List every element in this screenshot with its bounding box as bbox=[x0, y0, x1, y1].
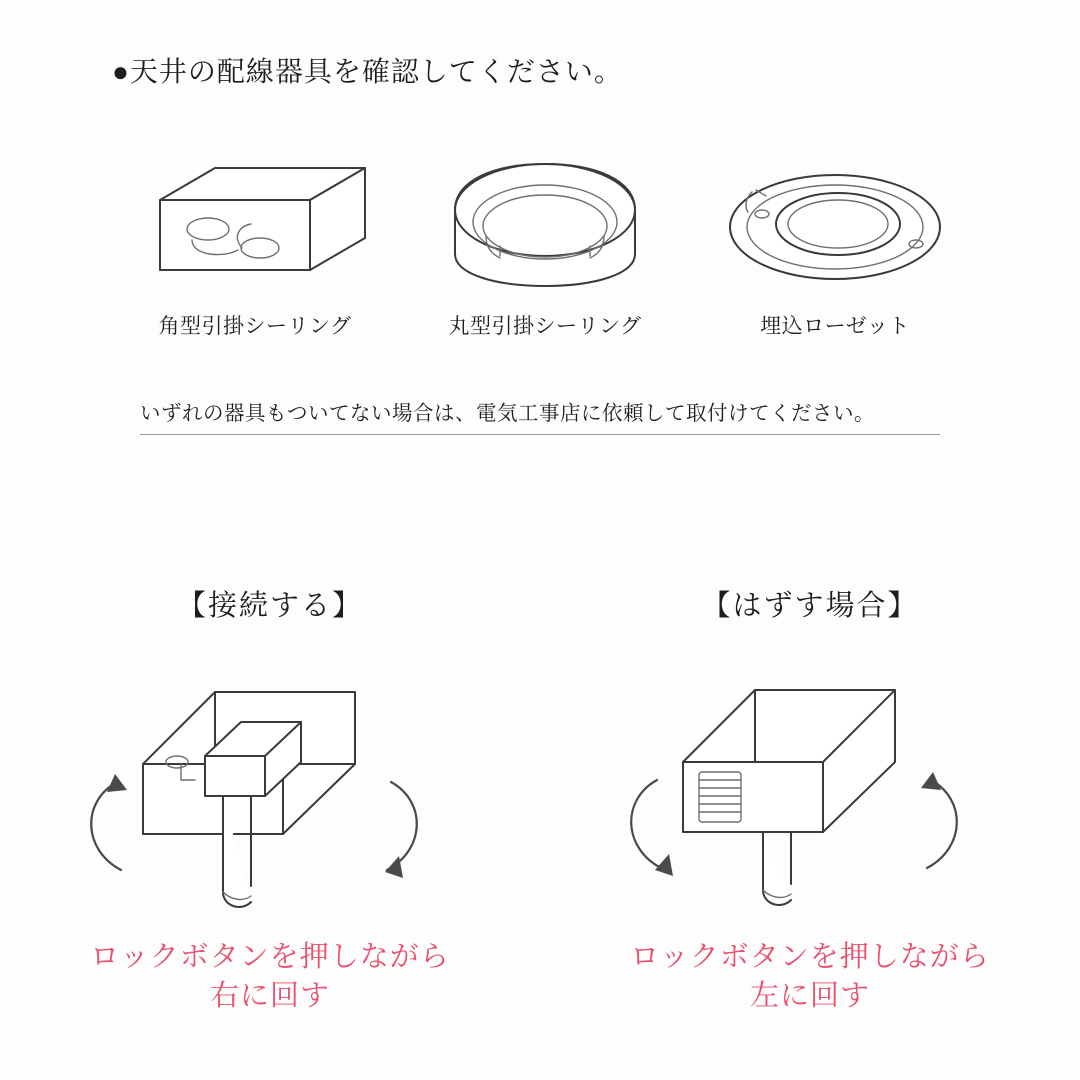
fixture-item bbox=[400, 149, 690, 340]
fixture-caption: 角型引掛シーリング bbox=[158, 315, 352, 338]
fixture-caption: 埋込ローゼット bbox=[760, 315, 910, 338]
page-title: ●天井の配線器具を確認してください。 bbox=[112, 56, 623, 87]
detach-adapter-icon bbox=[540, 634, 1080, 934]
fixture-list bbox=[110, 140, 980, 340]
fixture-caption: 丸型引掛シーリング bbox=[448, 315, 642, 338]
operation-panels bbox=[0, 565, 1080, 1065]
panel-title: 【接続する】 bbox=[176, 590, 363, 622]
round-ceiling-rosette-icon bbox=[400, 149, 690, 304]
panel-instruction bbox=[0, 938, 540, 1016]
flush-mount-rosette-icon bbox=[690, 149, 980, 304]
panel-instruction-line1: ロックボタンを押しながら bbox=[630, 941, 990, 973]
panel-instruction bbox=[540, 938, 1080, 1016]
square-ceiling-rosette-icon bbox=[110, 149, 400, 304]
panel-detach bbox=[540, 565, 1080, 1065]
electrician-note: いずれの器具もついてない場合は、電気工事店に依頼して取付けてください。 bbox=[140, 396, 940, 435]
fixture-item bbox=[110, 149, 400, 340]
panel-instruction-line2: 右に回す bbox=[209, 980, 330, 1013]
panel-instruction-line1: ロックボタンを押しながら bbox=[90, 941, 450, 973]
fixture-item bbox=[690, 149, 980, 340]
connect-adapter-icon bbox=[0, 634, 540, 934]
panel-connect bbox=[0, 565, 540, 1065]
panel-instruction-line2: 左に回す bbox=[749, 980, 870, 1013]
panel-title: 【はずす場合】 bbox=[701, 590, 919, 622]
